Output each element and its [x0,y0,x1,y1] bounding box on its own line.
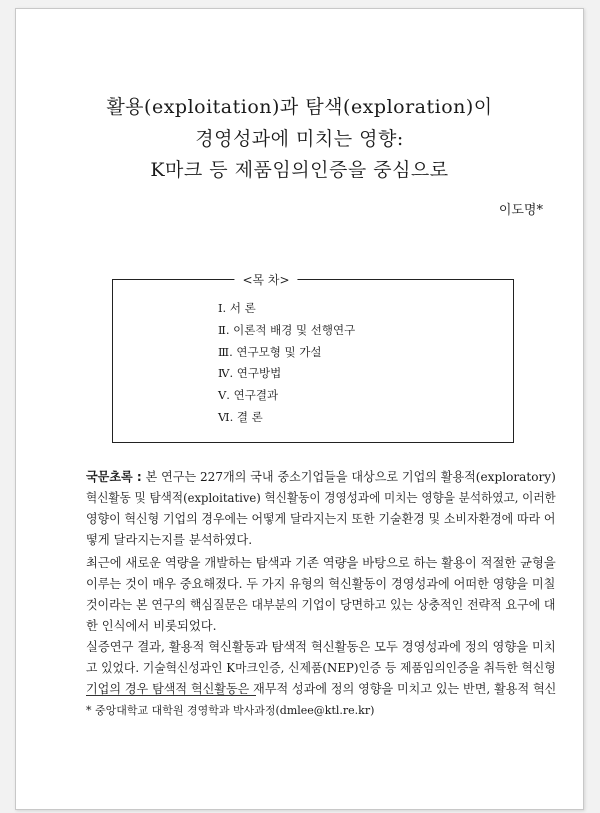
toc-item: Ⅴ. 연구결과 [218,388,279,402]
abstract-line: 실증연구 결과, 활용적 혁신활동과 탐색적 혁신활동은 모두 경영성과에 정의 영향을 미치 [86,640,556,654]
toc-heading: <목 차> [234,271,297,288]
paper-page [15,8,584,810]
abstract-line: 한 인식에서 비롯되었다. [86,619,217,633]
toc-item: Ⅵ. 결 론 [218,410,263,424]
toc-item: Ⅲ. 연구모형 및 가설 [218,345,322,359]
title-line-3: K마크 등 제품임의인증을 중심으로 [150,159,449,181]
footnote-divider [86,695,256,696]
abstract-line: 혁신활동 및 탐색적(exploitative) 혁신활동이 경영성과에 미치는 영향을 분석하였고, 이러한 [86,491,556,505]
abstract-line: 기업의 경우 탐색적 혁신활동은 재무적 성과에 정의 영향을 미치고 있는 반면, 활용적 혁신 [86,682,557,696]
abstract-line: 고 있었다. 기술혁신성과인 K마크인증, 신제품(NEP)인증 등 제품임의인증을 취득한 혁신형 [86,661,556,675]
abstract-line [86,467,556,487]
abstract-text: 본 연구는 227개의 국내 중소기업들을 대상으로 기업의 활용적(exploratory) [141,470,556,484]
author-name: 이도명* [498,203,543,218]
abstract-line: 최근에 새로운 역량을 개발하는 탐색과 기존 역량을 바탕으로 하는 활용이 적절한 균형을 [86,556,556,570]
abstract-line: 영향이 혁신형 기업의 경우에는 어떻게 달라지는지 또한 기술환경 및 소비자환경에 따라 어 [86,512,556,526]
toc-item: Ⅰ. 서 론 [218,301,256,315]
table-of-contents-box [112,279,514,443]
abstract-line: 이루는 것이 매우 중요해졌다. 두 가지 유형의 혁신활동이 경영성과에 어떠한 영향을 미칠 [86,577,556,591]
abstract-line: 떻게 달라지는지를 분석하였다. [86,533,253,547]
abstract-label: 국문초록 : [86,470,142,484]
toc-item: Ⅳ. 연구방법 [218,366,282,380]
title-line-1: 활용(exploitation)과 탐색(exploration)이 [106,96,493,118]
title-line-2: 경영성과에 미치는 영향: [195,128,404,150]
footnote: * 중앙대학교 대학원 경영학과 박사과정(dmlee@ktl.re.kr) [86,704,375,717]
abstract-line: 것이라는 본 연구의 핵심질문은 대부분의 기업이 당면하고 있는 상충적인 전략적 요구에 대 [86,598,556,612]
toc-item: Ⅱ. 이론적 배경 및 선행연구 [218,323,356,337]
